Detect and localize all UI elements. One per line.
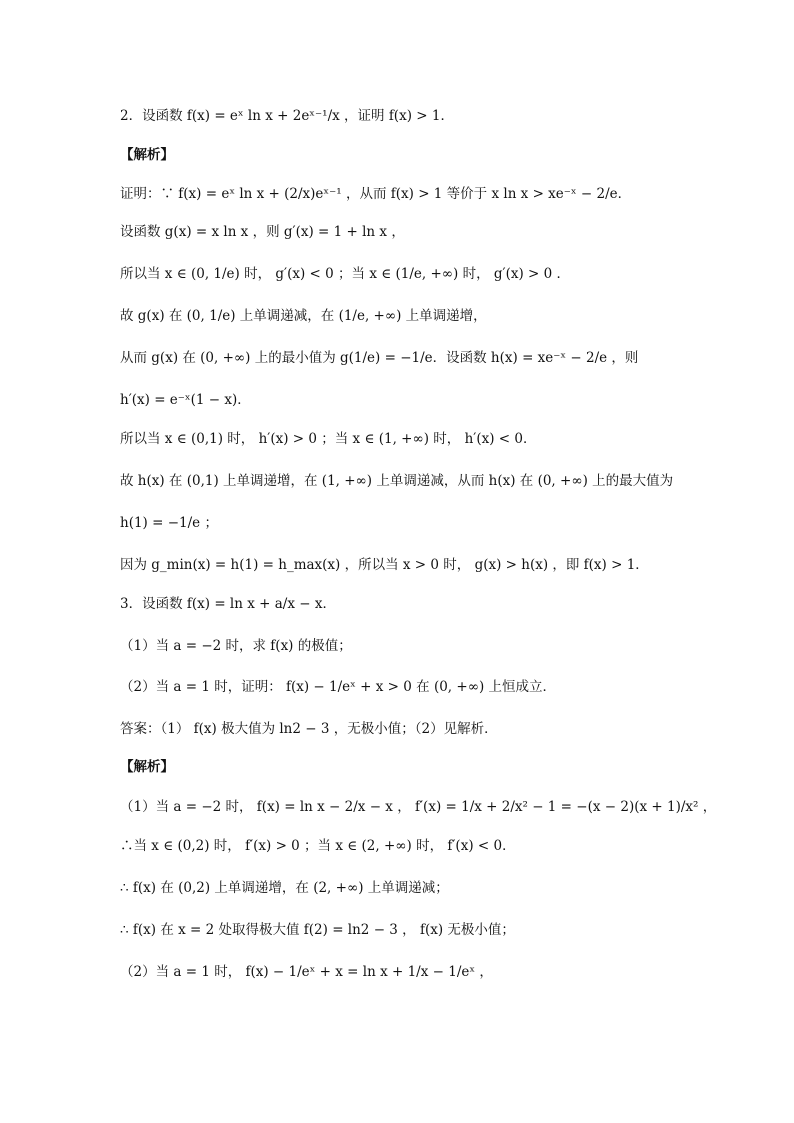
solution-line: 设函数 g(x) = x ln x ，则 g′(x) = 1 + ln x ， — [120, 224, 405, 240]
solution-line: 证明：∵ f(x) = eˣ ln x + (2/x)eˣ⁻¹ ，从而 f(x) > 1 等价于 x ln x > xe⁻ˣ − 2/e． — [120, 186, 632, 202]
problem-3-solution-label: 【解析】 — [120, 759, 174, 775]
solution-line: 故 g(x) 在 (0, 1/e) 上单调递减，在 (1/e, +∞) 上单调递增， — [120, 308, 487, 324]
solution-line: （1）当 a = −2 时， f(x) = ln x − 2/x − x ， f′(x) = 1/x + 2/x² − 1 = −(x − 2)(x + 1)/x² ， — [120, 799, 717, 815]
solution-line: 所以当 x ∈ (0, 1/e) 时， g′(x) < 0 ；当 x ∈ (1/e, +∞) 时， g′(x) > 0 ． — [120, 266, 571, 282]
solution-line: 因为 g_min(x) = h(1) = h_max(x) ，所以当 x > 0 时， g(x) > h(x) ，即 f(x) > 1． — [120, 557, 649, 573]
problem-3-statement: 3．设函数 f(x) = ln x + a/x − x． — [120, 596, 336, 612]
solution-line: ∴ f(x) 在 (0,2) 上单调递增，在 (2, +∞) 上单调递减； — [120, 880, 449, 896]
solution-line: 故 h(x) 在 (0,1) 上单调递增，在 (1, +∞) 上单调递减，从而 h(x) 在 (0, +∞) 上的最大值为 — [120, 473, 674, 489]
problem-3-part-1: （1）当 a = −2 时，求 f(x) 的极值； — [120, 638, 352, 654]
solution-line: 所以当 x ∈ (0,1) 时， h′(x) > 0 ；当 x ∈ (1, +∞) 时， h′(x) < 0． — [120, 431, 537, 447]
problem-3-answer: 答案：（1） f(x) 极大值为 ln2 − 3 ，无极小值；（2）见解析． — [120, 721, 498, 737]
solution-line: h(1) = −1/e ； — [120, 515, 218, 531]
solution-line: ∴当 x ∈ (0,2) 时， f′(x) > 0 ；当 x ∈ (2, +∞) 时， f′(x) < 0． — [120, 838, 516, 854]
problem-3-part-2: （2）当 a = 1 时，证明： f(x) − 1/eˣ + x > 0 在 (0, +∞) 上恒成立． — [120, 679, 557, 695]
solution-line: 从而 g(x) 在 (0, +∞) 上的最小值为 g(1/e) = −1/e．设函数 h(x) = xe⁻ˣ − 2/e ，则 — [120, 350, 639, 366]
problem-2-statement: 2．设函数 f(x) = eˣ ln x + 2eˣ⁻¹/x ，证明 f(x) > 1． — [120, 108, 454, 124]
solution-line: ∴ f(x) 在 x = 2 处取得极大值 f(2) = ln2 − 3 ， f(x) 无极小值； — [120, 922, 515, 938]
solution-line: （2）当 a = 1 时， f(x) − 1/eˣ + x = ln x + 1/x − 1/eˣ ， — [120, 964, 493, 980]
solution-line: h′(x) = e⁻ˣ(1 − x)． — [120, 392, 251, 408]
problem-2-solution-label: 【解析】 — [120, 147, 174, 163]
